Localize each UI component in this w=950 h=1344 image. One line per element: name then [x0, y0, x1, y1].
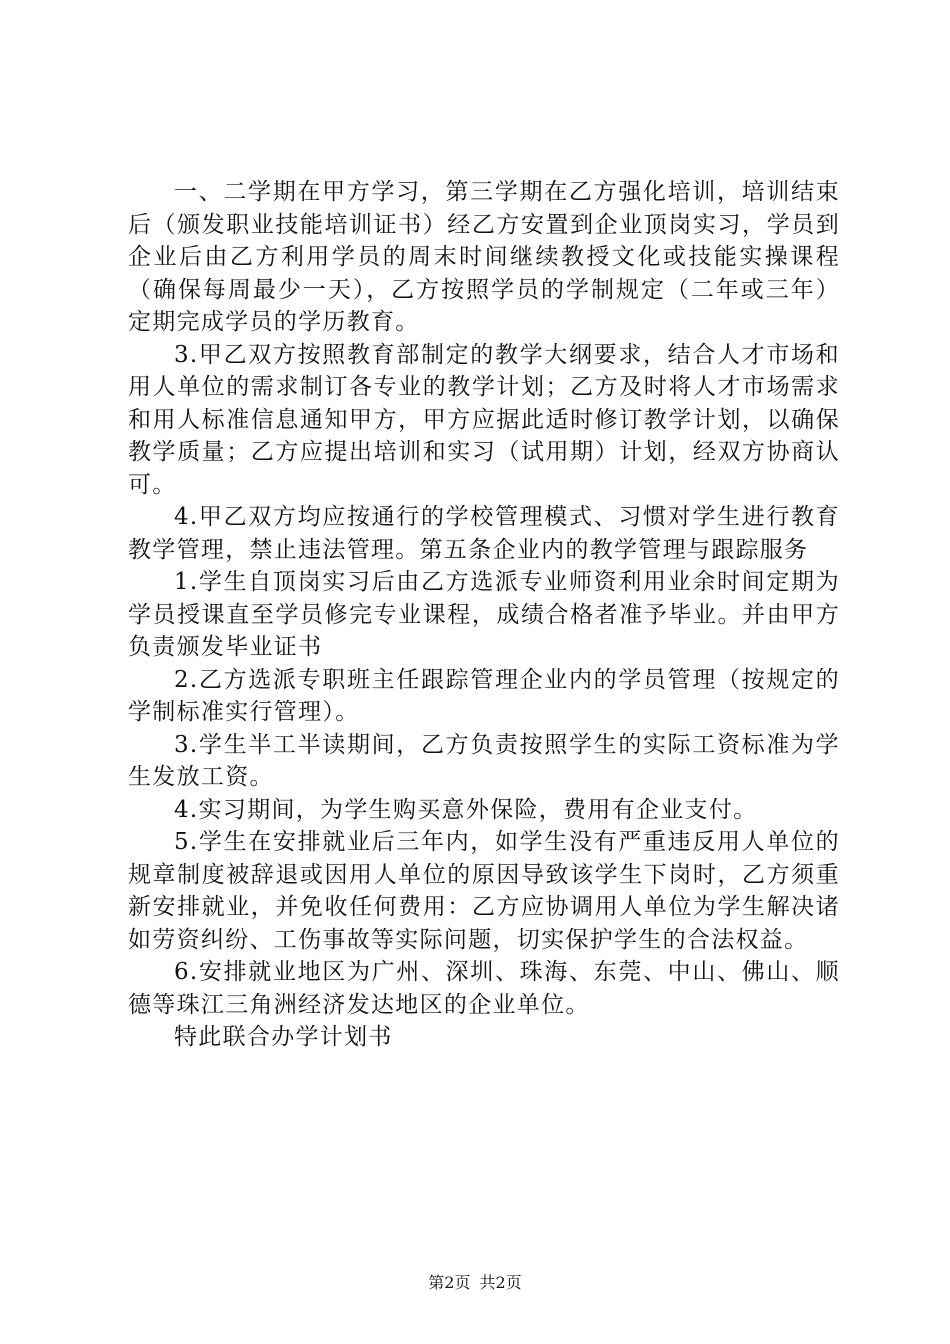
document-body — [128, 176, 840, 1054]
paragraph-9: 6.安排就业地区为广州、深圳、珠海、东莞、中山、佛山、顺德等珠江三角洲经济发达地区的企业单位。 — [128, 959, 840, 1018]
paragraph-7: 4.实习期间，为学生购买意外保险，费用有企业支付。 — [174, 796, 758, 823]
paragraph-3: 4.甲乙双方均应按通行的学校管理模式、习惯对学生进行教育教学管理，禁止违法管理。第五条企业内的教学管理与跟踪服务 — [128, 504, 840, 563]
page-footer — [0, 1270, 950, 1293]
closing-line: 特此联合办学计划书 — [174, 1024, 393, 1050]
paragraph-1: 一、二学期在甲方学习，第三学期在乙方强化培训，培训结束后（颁发职业技能培训证书）经乙方安置到企业顶岗实习，学员到企业后由乙方利用学员的周末时间继续教授文化或技能实操课程（确保每周最少一天），乙方按照学员的学制规定（二年或三年）定期完成学员的学历教育。 — [128, 179, 840, 335]
page-number: 第2页 — [428, 1273, 471, 1292]
paragraph-4: 1.学生自顶岗实习后由乙方选派专业师资利用业余时间定期为学员授课直至学员修完专业课程，成绩合格者准予毕业。并由甲方负责颁发毕业证书 — [128, 569, 840, 660]
page-total: 共2页 — [479, 1273, 522, 1292]
paragraph-6: 3.学生半工半读期间，乙方负责按照学生的实际工资标准为学生发放工资。 — [128, 731, 840, 790]
paragraph-2: 3.甲乙双方按照教育部制定的教学大纲要求，结合人才市场和用人单位的需求制订各专业的教学计划；乙方及时将人才市场需求和用人标准信息通知甲方，甲方应据此适时修订教学计划，以确保教学质量；乙方应提出培训和实习（试用期）计划，经双方协商认可。 — [128, 341, 840, 498]
paragraph-5: 2.乙方选派专职班主任跟踪管理企业内的学员管理（按规定的学制标准实行管理）。 — [128, 666, 840, 725]
paragraph-8: 5.学生在安排就业后三年内，如学生没有严重违反用人单位的规章制度被辞退或因用人单位的原因导致该学生下岗时，乙方须重新安排就业，并免收任何费用：乙方应协调用人单位为学生解决诸如劳资纠纷、工伤事故等实际问题，切实保护学生的合法权益。 — [128, 829, 840, 953]
